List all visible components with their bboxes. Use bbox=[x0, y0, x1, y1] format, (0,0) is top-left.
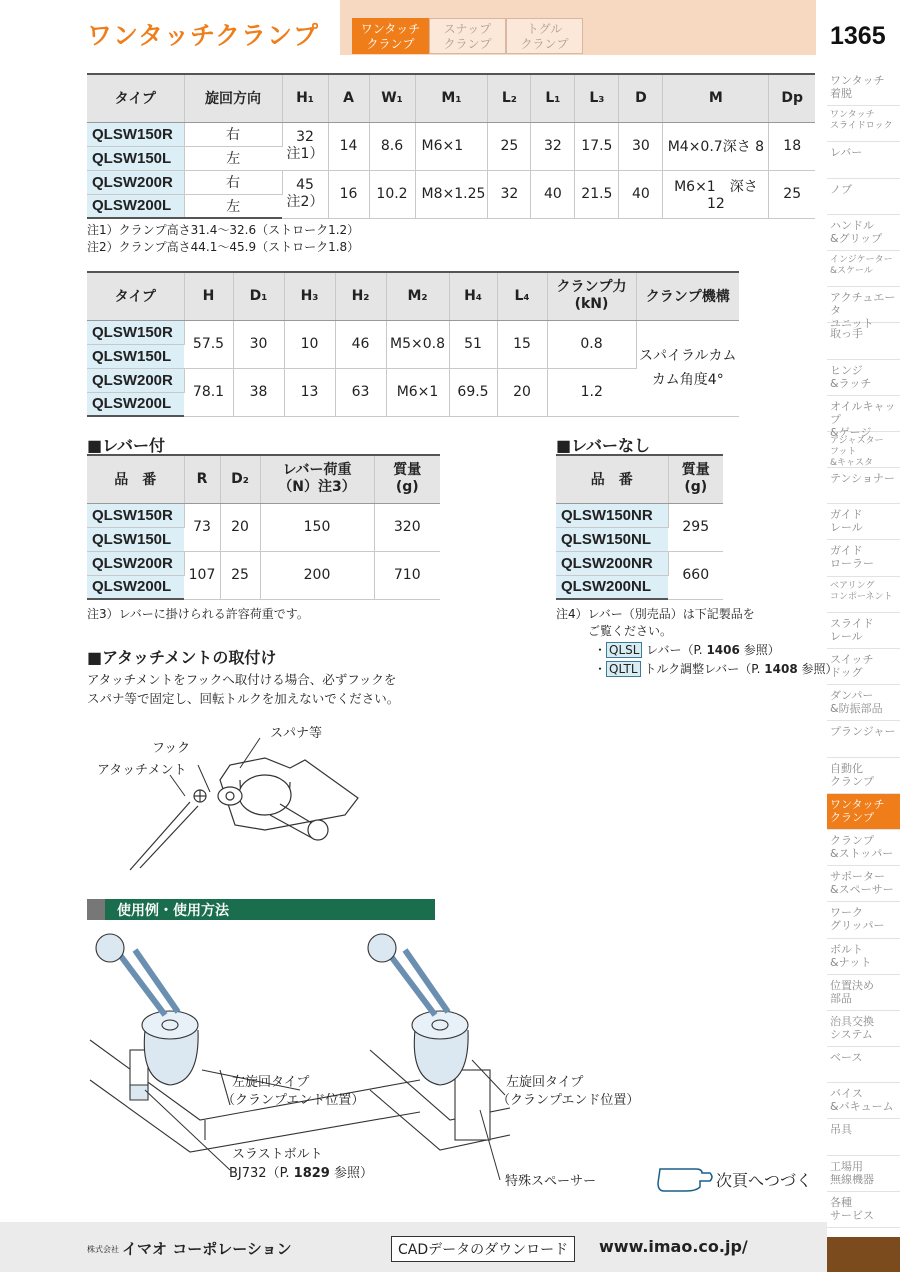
spec-table-2 bbox=[87, 271, 739, 417]
sidebar-item[interactable] bbox=[827, 1011, 900, 1047]
cell: 25 bbox=[488, 122, 531, 170]
tab-label: トグル bbox=[526, 22, 563, 36]
label-left-type: 左旋回タイプ bbox=[232, 1075, 310, 1090]
model-code: QLSW200L bbox=[87, 575, 184, 599]
sidebar-item-label: レール bbox=[830, 521, 863, 535]
sidebar-item[interactable] bbox=[827, 975, 900, 1011]
page-number: 1365 bbox=[830, 22, 886, 50]
cell: 710 bbox=[374, 551, 440, 599]
note-line: 注4）レバー（別売品）は下記製品を bbox=[556, 607, 755, 621]
sidebar-item-label: オイルキャップ bbox=[830, 399, 896, 426]
sidebar-item-label: アクチュエータ bbox=[830, 291, 896, 318]
table-row bbox=[556, 551, 723, 575]
sidebar-footer-block bbox=[827, 1237, 900, 1272]
section-title-lever: ■レバー付 bbox=[87, 436, 165, 455]
ref-item-qlsl[interactable]: ・ QLSL レバー（P. 1406 参照） bbox=[594, 643, 780, 657]
col-header: A bbox=[328, 74, 369, 122]
sidebar-item[interactable] bbox=[827, 468, 900, 504]
sidebar-item[interactable] bbox=[827, 360, 900, 396]
sidebar-item-label: ドッグ bbox=[830, 666, 863, 679]
sidebar-item-label: 各種 bbox=[830, 1195, 852, 1209]
col-header: 質量 bbox=[681, 462, 710, 479]
leader-line bbox=[170, 775, 185, 796]
label-thrust-bolt: スラストボルト bbox=[232, 1147, 323, 1162]
ref-text: 参照） bbox=[801, 662, 838, 676]
model-code: QLSW150L bbox=[87, 527, 184, 551]
cell: M6×1 bbox=[386, 368, 449, 416]
tab-snap-clamp[interactable] bbox=[429, 18, 506, 54]
note-line: 注1）クランプ高さ31.4～32.6（ストローク1.2） bbox=[87, 223, 360, 237]
sidebar-item[interactable] bbox=[827, 215, 900, 251]
text-line: スパナ等で固定し、回転トルクを加えないでください。 bbox=[87, 691, 400, 706]
sidebar-item-label: サポーター bbox=[830, 870, 885, 884]
sidebar-item-label: レバー bbox=[830, 146, 863, 160]
rotation-dir: 右 bbox=[184, 122, 282, 146]
cell: 17.5 bbox=[575, 122, 619, 170]
table-row bbox=[87, 320, 739, 344]
sidebar-item-label: ローラー bbox=[830, 557, 874, 571]
sidebar-item[interactable] bbox=[827, 70, 900, 106]
cell: 51 bbox=[449, 320, 497, 368]
cell: 30 bbox=[233, 320, 284, 368]
category-sidebar bbox=[827, 70, 900, 1228]
col-header: L₂ bbox=[488, 74, 531, 122]
table-row bbox=[556, 503, 723, 527]
col-header: D₁ bbox=[233, 272, 284, 320]
cell: 73 bbox=[184, 503, 220, 551]
sidebar-item-label: ワーク bbox=[830, 906, 863, 920]
label-right-type: 左旋回タイプ bbox=[506, 1075, 584, 1090]
cell: 18 bbox=[769, 122, 815, 170]
pointing-hand-icon bbox=[656, 1163, 716, 1193]
lever-table bbox=[87, 454, 440, 600]
model-code: QLSW150R bbox=[87, 503, 184, 527]
sidebar-item-label: バイス bbox=[830, 1087, 863, 1101]
sidebar-item[interactable] bbox=[827, 902, 900, 938]
next-page-text: 次頁へつづく bbox=[716, 1171, 813, 1190]
next-page-indicator[interactable] bbox=[656, 1163, 816, 1195]
website-link[interactable]: www.imao.co.jp/ bbox=[599, 1237, 748, 1256]
label-hook: フック bbox=[152, 741, 191, 756]
rotation-dir: 左 bbox=[184, 146, 282, 170]
section-title-attachment: ■アタッチメントの取付け bbox=[87, 648, 277, 667]
sidebar-item-label: プランジャー bbox=[830, 725, 896, 739]
col-header: タイプ bbox=[87, 272, 184, 320]
cell: 320 bbox=[374, 503, 440, 551]
sidebar-item[interactable] bbox=[827, 287, 900, 331]
col-header: M₁ bbox=[415, 74, 488, 122]
sidebar-item-label: &グリップ bbox=[830, 231, 883, 245]
table1-notes bbox=[87, 222, 359, 256]
col-header: L₄ bbox=[497, 272, 547, 320]
cell: 200 bbox=[260, 551, 374, 599]
col-header: L₁ bbox=[531, 74, 575, 122]
sidebar-item-label: &スケール bbox=[830, 265, 873, 276]
ref-page: 1829 bbox=[293, 1166, 330, 1181]
sidebar-item-label: ワンタッチ bbox=[830, 74, 885, 87]
sidebar-item[interactable] bbox=[827, 1047, 900, 1083]
h1-note: 注1） bbox=[286, 146, 324, 162]
model-code: QLSW150NR bbox=[556, 503, 668, 527]
text-line: アタッチメントをフックへ取付ける場合、必ずフックを bbox=[87, 672, 397, 687]
tab-label: スナップ bbox=[443, 22, 492, 36]
sidebar-item-label: &スペーサー bbox=[830, 883, 894, 897]
sidebar-item-label: 自動化 bbox=[830, 761, 863, 775]
rotation-dir: 左 bbox=[184, 194, 282, 218]
tab-label: ワンタッチ bbox=[360, 22, 421, 36]
cell: 13 bbox=[284, 368, 335, 416]
cell: 660 bbox=[668, 551, 723, 599]
spec-table-1 bbox=[87, 73, 815, 219]
model-code: QLSW200R bbox=[87, 551, 184, 575]
ref-page: 1408 bbox=[764, 662, 798, 676]
col-header: M bbox=[663, 74, 769, 122]
sidebar-item-label: 位置決め bbox=[830, 978, 874, 992]
cell: 38 bbox=[233, 368, 284, 416]
col-header: タイプ bbox=[87, 74, 184, 122]
col-header: (g) bbox=[684, 479, 708, 496]
cad-download-button[interactable]: CADデータのダウンロード bbox=[391, 1236, 575, 1262]
sidebar-item-label: クランプ bbox=[830, 810, 874, 824]
model-code: QLSW200R bbox=[87, 368, 184, 392]
col-header: レバー荷重 bbox=[282, 462, 352, 479]
ref-item-qltl[interactable]: ・ QLTL トルク調整レバー（P. 1408 参照） bbox=[594, 662, 838, 676]
sidebar-item-label: ボルト bbox=[830, 942, 863, 956]
sidebar-item-label: &キャスタ bbox=[830, 457, 874, 468]
sidebar-item[interactable] bbox=[827, 396, 900, 439]
sidebar-item[interactable] bbox=[827, 721, 900, 757]
company-prefix: 株式会社 bbox=[87, 1245, 119, 1254]
page-title: ワンタッチクランプ bbox=[87, 21, 320, 50]
sidebar-item-label: コンポーネント bbox=[830, 591, 893, 602]
sidebar-item[interactable] bbox=[827, 939, 900, 975]
col-header: H₄ bbox=[449, 272, 497, 320]
cell: 0.8 bbox=[547, 320, 636, 368]
ref-text: トルク調整レバー（P. bbox=[644, 662, 761, 676]
table-row bbox=[87, 122, 815, 146]
cell: 69.5 bbox=[449, 368, 497, 416]
sidebar-item-label: ベアリング bbox=[830, 580, 875, 591]
ref-page: 1406 bbox=[706, 643, 740, 657]
sidebar-item-label: 部品 bbox=[830, 991, 852, 1005]
col-header: M₂ bbox=[386, 272, 449, 320]
sidebar-item-label: ワンタッチ bbox=[830, 110, 875, 121]
company-name bbox=[87, 1238, 292, 1259]
note-line: 注2）クランプ高さ44.1～45.9（ストローク1.8） bbox=[87, 240, 360, 254]
sidebar-item-label: 吊具 bbox=[830, 1123, 852, 1137]
model-code: QLSW150NL bbox=[556, 527, 668, 551]
model-code: QLSW200L bbox=[87, 392, 184, 416]
sidebar-item[interactable] bbox=[827, 179, 900, 215]
sidebar-item-label: ワンタッチ bbox=[830, 797, 885, 811]
col-header: （N）注3） bbox=[278, 479, 356, 496]
sidebar-item-label: &ラッチ bbox=[830, 376, 872, 390]
ref-text: 参照） bbox=[743, 643, 780, 657]
sidebar-item[interactable] bbox=[827, 794, 900, 830]
tab-toggle-clamp[interactable] bbox=[506, 18, 583, 54]
sidebar-item-label: スライドロック bbox=[830, 121, 893, 132]
sidebar-item-label: インジケーター bbox=[830, 254, 893, 265]
sidebar-item-label: クランプ bbox=[830, 833, 874, 847]
sidebar-item-label: 工場用 bbox=[830, 1159, 863, 1173]
sidebar-item-label: ダンパー bbox=[830, 689, 874, 703]
usage-section-bar bbox=[87, 899, 435, 920]
col-header: H bbox=[184, 272, 233, 320]
label-attachment: アタッチメント bbox=[97, 763, 187, 778]
col-header: H₂ bbox=[335, 272, 386, 320]
cell: 16 bbox=[328, 170, 369, 218]
sidebar-item-label: ノブ bbox=[830, 182, 852, 196]
sidebar-item-label: スイッチ bbox=[830, 653, 874, 666]
sidebar-item-label: 無線機器 bbox=[830, 1172, 874, 1186]
usage-title: 使用例・使用方法 bbox=[117, 903, 229, 919]
col-header: R bbox=[184, 455, 220, 503]
cell: 20 bbox=[497, 368, 547, 416]
sidebar-item-label: システム bbox=[830, 1027, 873, 1041]
usage-diagram-right bbox=[360, 930, 620, 1190]
cell: 57.5 bbox=[184, 320, 233, 368]
ref-text: BJ732（P. bbox=[229, 1166, 290, 1181]
cell: 295 bbox=[668, 503, 723, 551]
cell: 20 bbox=[220, 503, 260, 551]
tab-label: クランプ bbox=[366, 37, 415, 51]
sidebar-item-label: スライド bbox=[830, 616, 874, 630]
cell: 46 bbox=[335, 320, 386, 368]
sidebar-item-label: ヒンジ bbox=[830, 363, 863, 377]
product-code-link[interactable]: QLTL bbox=[606, 661, 641, 677]
label-right-position: （クランプエンド位置） bbox=[497, 1093, 640, 1108]
note-line: ご覧ください。 bbox=[588, 624, 673, 638]
sidebar-item-label: &ストッパー bbox=[830, 846, 894, 860]
sidebar-item[interactable] bbox=[827, 1119, 900, 1155]
sidebar-item[interactable] bbox=[827, 830, 900, 866]
sidebar-item-label: ユニット bbox=[830, 317, 874, 331]
rotation-dir: 右 bbox=[184, 170, 282, 194]
col-header: 質量 bbox=[393, 462, 422, 479]
company-text: イマオ コーポレーション bbox=[122, 1240, 292, 1258]
sidebar-item[interactable] bbox=[827, 649, 900, 685]
sidebar-item[interactable] bbox=[827, 577, 900, 613]
col-header: H₃ bbox=[284, 272, 335, 320]
cell: M8×1.25 bbox=[415, 170, 488, 218]
cell: 25 bbox=[220, 551, 260, 599]
h1-value: 45 bbox=[296, 177, 314, 193]
sidebar-item[interactable] bbox=[827, 1156, 900, 1192]
sidebar-item-label: ハンドル bbox=[830, 218, 874, 232]
sidebar-item[interactable] bbox=[827, 685, 900, 721]
mechanism-line: スパイラルカム bbox=[638, 348, 737, 364]
table-row bbox=[87, 170, 815, 194]
model-code: QLSW150L bbox=[87, 146, 184, 170]
cell: M6×1 深さ12 bbox=[663, 170, 769, 218]
cell: 150 bbox=[260, 503, 374, 551]
sidebar-item[interactable] bbox=[827, 866, 900, 902]
sidebar-item-label: &防振部品 bbox=[830, 702, 883, 716]
cell: M4×0.7深さ 8 bbox=[663, 122, 769, 170]
h1-value: 32 bbox=[296, 129, 314, 145]
cell: 21.5 bbox=[575, 170, 619, 218]
model-code: QLSW150R bbox=[87, 320, 184, 344]
cell: M6×1 bbox=[415, 122, 488, 170]
sidebar-item[interactable] bbox=[827, 1192, 900, 1228]
cell: 63 bbox=[335, 368, 386, 416]
tab-one-touch-clamp[interactable] bbox=[352, 18, 429, 54]
label-special-spacer: 特殊スペーサー bbox=[505, 1174, 597, 1189]
lever-note: 注3）レバーに掛けられる許容荷重です。 bbox=[87, 607, 309, 621]
model-code: QLSW150R bbox=[87, 122, 184, 146]
attachment-text bbox=[87, 670, 399, 708]
sidebar-item-label: レール bbox=[830, 629, 863, 643]
attachment-diagram bbox=[90, 720, 380, 880]
ref-text: レバー（P. bbox=[646, 643, 703, 657]
sidebar-item-label: サービス bbox=[830, 1208, 874, 1222]
cell: 1.2 bbox=[547, 368, 636, 416]
cell: 8.6 bbox=[369, 122, 415, 170]
model-code: QLSW200R bbox=[87, 170, 184, 194]
model-code: QLSW200NL bbox=[556, 575, 668, 599]
cell: 30 bbox=[619, 122, 663, 170]
col-header: 品 番 bbox=[87, 455, 184, 503]
cell: 40 bbox=[531, 170, 575, 218]
label-spanner: スパナ等 bbox=[270, 726, 323, 741]
sidebar-item-label: &ゲージ bbox=[830, 425, 872, 439]
cell: 10.2 bbox=[369, 170, 415, 218]
sidebar-item[interactable] bbox=[827, 106, 900, 142]
col-header: W₁ bbox=[369, 74, 415, 122]
leader-line bbox=[198, 765, 210, 792]
col-header: 旋回方向 bbox=[184, 74, 282, 122]
sidebar-item-label: アジャスター bbox=[830, 435, 884, 446]
h1-note: 注2） bbox=[286, 194, 324, 210]
cell: 25 bbox=[769, 170, 815, 218]
tab-label: クランプ bbox=[443, 37, 492, 51]
cell: 32 bbox=[488, 170, 531, 218]
ref-text: 参照） bbox=[333, 1166, 373, 1181]
col-header: クランプ力 bbox=[556, 279, 627, 296]
sidebar-item-label: 治具交換 bbox=[830, 1014, 874, 1028]
cell: 10 bbox=[284, 320, 335, 368]
sidebar-item-label: ベース bbox=[830, 1051, 863, 1065]
section-title-no-lever: ■レバーなし bbox=[556, 436, 650, 455]
sidebar-item-label: ガイド bbox=[830, 544, 863, 558]
sidebar-item-label: グリッパー bbox=[830, 919, 885, 933]
cell: 107 bbox=[184, 551, 220, 599]
sidebar-item[interactable] bbox=[827, 540, 900, 576]
col-header-unit: (kN) bbox=[574, 296, 609, 313]
col-header: D bbox=[619, 74, 663, 122]
mechanism-line: カム角度4° bbox=[651, 372, 724, 388]
sidebar-item-label: フット bbox=[830, 446, 857, 457]
tab-label: クランプ bbox=[520, 37, 569, 51]
cell: 40 bbox=[619, 170, 663, 218]
model-code: QLSW200NR bbox=[556, 551, 668, 575]
sidebar-item[interactable] bbox=[827, 504, 900, 540]
col-header: (g) bbox=[395, 479, 419, 496]
sidebar-item[interactable] bbox=[827, 758, 900, 794]
model-code: QLSW200L bbox=[87, 194, 184, 218]
cell: 32 bbox=[531, 122, 575, 170]
sidebar-item-label: &バキューム bbox=[830, 1100, 894, 1114]
col-header: L₃ bbox=[575, 74, 619, 122]
cell: 78.1 bbox=[184, 368, 233, 416]
sidebar-item-label: テンショナー bbox=[830, 472, 895, 486]
col-header: クランプ機構 bbox=[636, 272, 739, 320]
col-header: 品 番 bbox=[556, 455, 668, 503]
label-left-position: （クランプエンド位置） bbox=[222, 1093, 365, 1108]
cell: 15 bbox=[497, 320, 547, 368]
sidebar-item-label: 着脱 bbox=[830, 87, 852, 100]
product-code-link[interactable]: QLSL bbox=[606, 642, 642, 658]
model-code: QLSW150L bbox=[87, 344, 184, 368]
no-lever-table bbox=[556, 454, 723, 600]
col-header: Dp bbox=[769, 74, 815, 122]
cell: M5×0.8 bbox=[386, 320, 449, 368]
sidebar-item[interactable] bbox=[827, 251, 900, 287]
cell: 14 bbox=[328, 122, 369, 170]
sidebar-item-label: 取っ手 bbox=[830, 327, 863, 341]
label-bj732 bbox=[229, 1162, 373, 1181]
no-lever-note bbox=[556, 606, 838, 678]
sidebar-item-label: &ナット bbox=[830, 955, 872, 969]
sidebar-item[interactable] bbox=[827, 432, 900, 468]
sidebar-item[interactable] bbox=[827, 142, 900, 178]
table-row bbox=[87, 503, 440, 527]
sidebar-item-label: クランプ bbox=[830, 774, 874, 788]
sidebar-item[interactable] bbox=[827, 613, 900, 649]
sidebar-item[interactable] bbox=[827, 1083, 900, 1119]
col-header: H₁ bbox=[282, 74, 328, 122]
col-header: D₂ bbox=[220, 455, 260, 503]
sidebar-item-label: ガイド bbox=[830, 508, 863, 522]
table-row bbox=[87, 551, 440, 575]
